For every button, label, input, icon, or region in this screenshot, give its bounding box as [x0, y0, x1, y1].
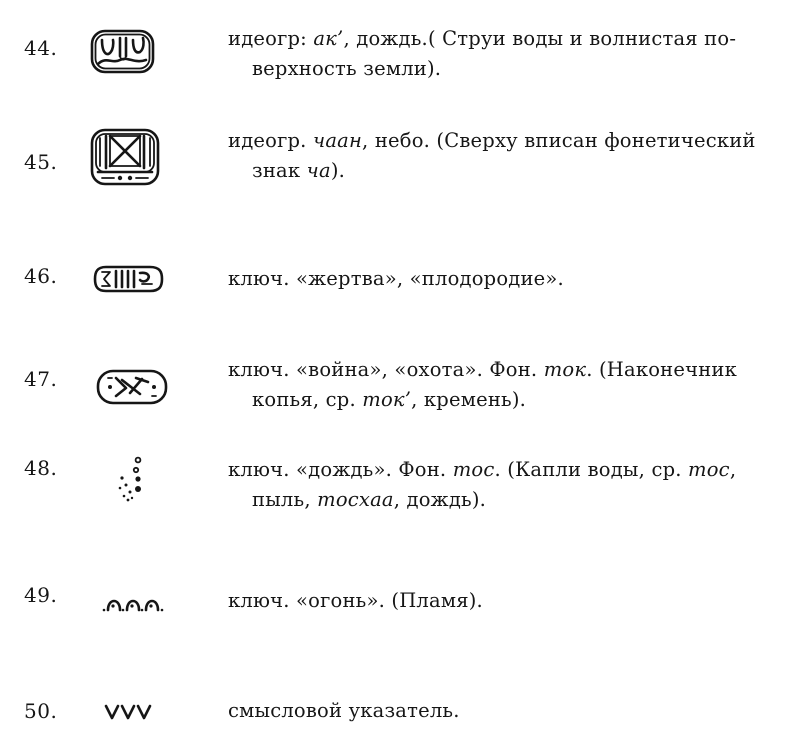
sky-glyph-icon — [90, 128, 162, 188]
entry-number: 50. — [24, 699, 58, 723]
war-glyph-icon — [96, 368, 170, 406]
entry-description: ключ. «война», «охота». Фон. ток. (Наконечник копья, ср. ток’, кремень). — [228, 358, 737, 411]
entry-description: ключ. «огонь». (Пламя). — [228, 589, 483, 612]
rain-glyph-icon — [90, 28, 156, 76]
entry-description: ключ. «дождь». Фон. тос. (Капли воды, ср. тос, пыль, тосхаа, дождь). — [228, 458, 737, 511]
entry-number: 44. — [24, 36, 58, 60]
entry-description: ключ. «жертва», «плодородие». — [228, 267, 564, 290]
entry-number: 49. — [24, 583, 58, 607]
entry-number: 46. — [24, 264, 58, 288]
raindrops-glyph-icon — [112, 454, 148, 504]
entry-number: 47. — [24, 367, 58, 391]
entry-description: смысловой указатель. — [228, 699, 460, 722]
fire-glyph-icon — [100, 590, 166, 616]
entry-description: идеогр. чаан, небо. (Сверху вписан фонетический знак ча). — [228, 129, 756, 182]
entry-number: 45. — [24, 150, 58, 174]
entry-number: 48. — [24, 456, 58, 480]
pointer-glyph-icon — [102, 700, 158, 722]
offering-glyph-icon — [92, 264, 166, 294]
entry-description: идеогр: ак’, дождь.( Струи воды и волнистая по- верхность земли). — [228, 27, 737, 80]
